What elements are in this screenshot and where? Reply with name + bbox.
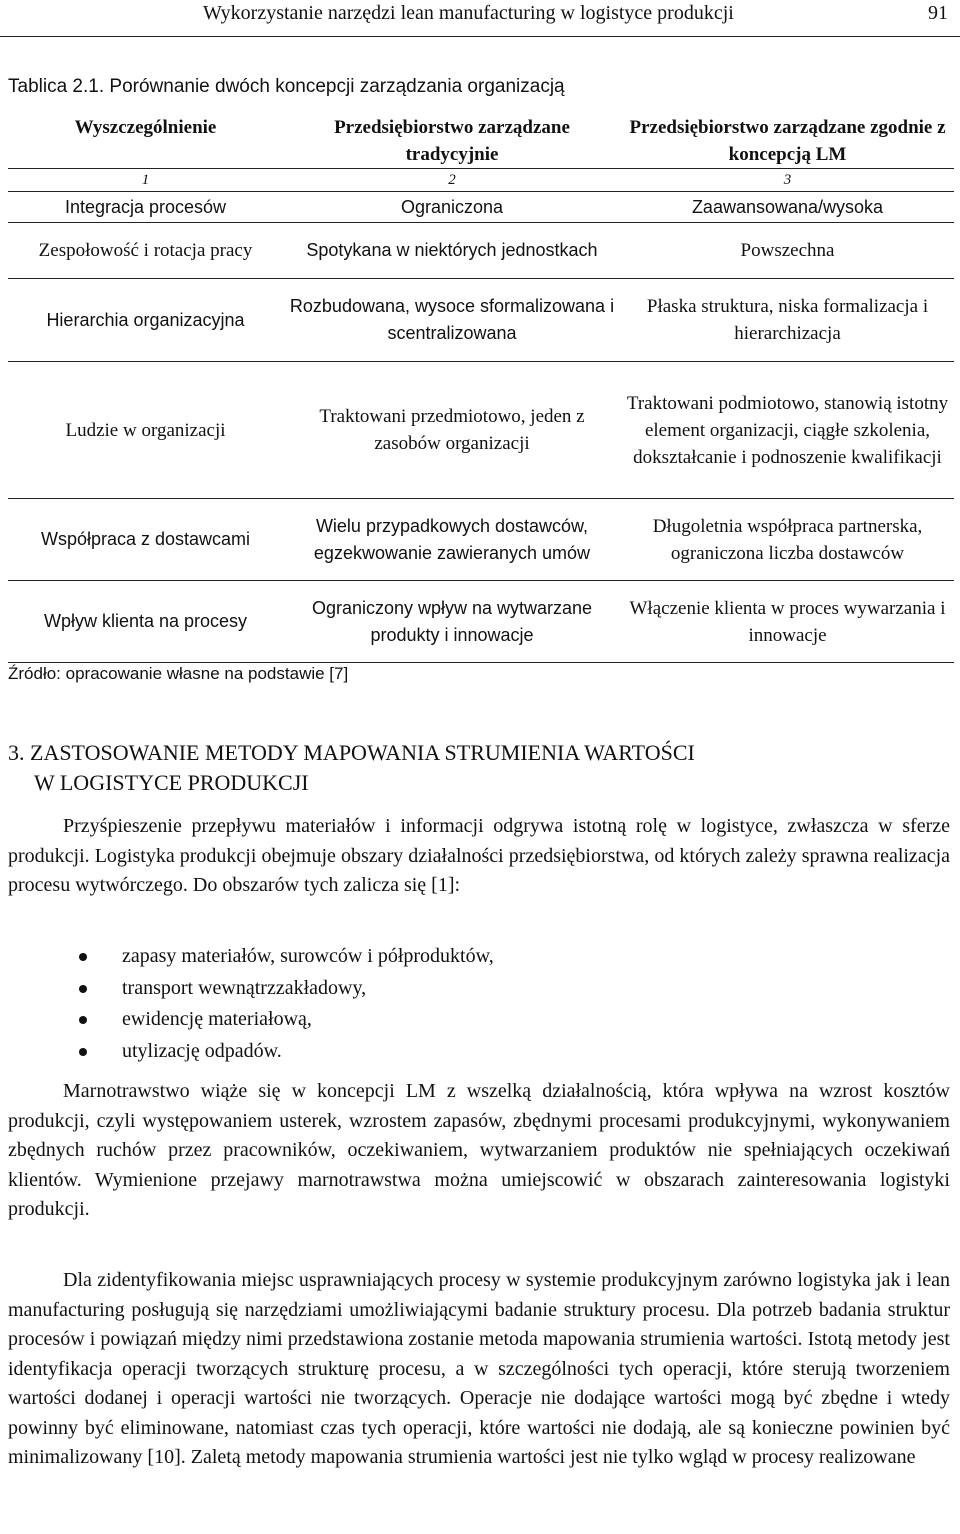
table-cell: Płaska struktura, niska formalizacja i hierarchizacja [621, 279, 954, 362]
table-cell: Włączenie klienta w proces wywarzania i innowacje [621, 581, 954, 663]
bullet-icon [79, 1016, 87, 1024]
table-cell: Spotykana w niektórych jednostkach [283, 223, 621, 279]
table-cell: Ludzie w organizacji [8, 362, 283, 499]
table-caption: Tablica 2.1. Porównanie dwóch koncepcji zarządzania organizacją [8, 76, 565, 97]
table-cell: Zespołowość i rotacja pracy [8, 223, 283, 279]
table-row [8, 499, 954, 581]
list-item [70, 1036, 494, 1068]
section-heading [8, 738, 948, 798]
table-cell: Traktowani przedmiotowo, jeden z zasobów organizacji [283, 362, 621, 499]
header-cell: Przedsiębiorstwo zarządzane tradycyjnie [283, 114, 621, 169]
list-item-text: ewidencję materiałową, [122, 1008, 312, 1030]
body-paragraph: Dla zidentyfikowania miejsc usprawniających procesy w systemie produkcyjnym zarówno logistyka jak i lean manufacturing posługują się narzędziami umożliwiającymi badanie struktury procesu. Dla potrzeb badania struktur procesów i powiązań między nimi przedstawiona zostanie metoda mapowania strumienia wartości. Istotą metody jest identyfikacja operacji tworzących strukturę procesu, a w szczególności tych operacji, które sterują tworzeniem wartości dodanej i operacji wartości nie tworzących. Operacje nie dodające wartości mogą być zbędne i wtedy powinny być eliminowane, natomiast czas tych operacji, które wartości nie dodają, ale są konieczne powinien być minimalizowany [10]. Zaletą metody mapowania strumienia wartości jest nie tylko wgląd w procesy realizowane [8, 1269, 950, 1468]
bullet-list [70, 941, 494, 1067]
table-cell: Wpływ klienta na procesy [8, 581, 283, 663]
section-heading-line: W LOGISTYCE PRODUKCJI [34, 770, 309, 795]
column-number: 2 [283, 169, 621, 192]
list-item [70, 1004, 494, 1036]
list-item [70, 973, 494, 1005]
table-row [8, 362, 954, 499]
table-row [8, 581, 954, 663]
table-cell: Powszechna [621, 223, 954, 279]
bullet-icon [79, 1048, 87, 1056]
table-cell: Hierarchia organizacyjna [8, 279, 283, 362]
column-number: 3 [621, 169, 954, 192]
table-header-row [8, 114, 954, 169]
body-paragraph: Marnotrawstwo wiąże się w koncepcji LM z wszelką działalnością, która wpływa na wzrost kosztów produkcji, czyli występowaniem usterek, wzrostem zapasów, zbędnymi procesami produkcyjnymi, wykonywaniem zbędnych ruchów przez pracowników, oczekiwaniem, wytwarzaniem produktów nie spełniających oczekiwań klientów. Wymienione przejawy marnotrawstwa można umiejscowić w obszarach zainteresowania logistyki produkcji. [8, 1080, 950, 1220]
page-number: 91 [928, 2, 948, 24]
table-cell: Długoletnia współpraca partnerska, ograniczona liczba dostawców [621, 499, 954, 581]
bullet-icon [79, 953, 87, 961]
table-row [8, 223, 954, 279]
list-item-text: zapasy materiałów, surowców i półproduktów, [122, 945, 494, 967]
column-number-row [8, 169, 954, 192]
list-item-text: transport wewnątrzzakładowy, [122, 976, 367, 999]
table-cell: Ograniczony wpływ na wytwarzane produkty i innowacje [283, 581, 621, 663]
table-row [8, 192, 954, 223]
header-divider [0, 36, 960, 37]
running-header [0, 0, 960, 36]
column-number: 1 [8, 169, 283, 192]
table-cell: Wielu przypadkowych dostawców, egzekwowanie zawieranych umów [283, 499, 621, 581]
comparison-table [8, 114, 954, 663]
table-row [8, 279, 954, 362]
table-cell: Współpraca z dostawcami [8, 499, 283, 581]
table-cell: Rozbudowana, wysoce sformalizowana i scentralizowana [283, 279, 621, 362]
table-cell: Zaawansowana/wysoka [621, 192, 954, 223]
table-source-note: Źródło: opracowanie własne na podstawie [7] [8, 664, 349, 683]
bullet-icon [79, 985, 87, 993]
list-item [70, 941, 494, 973]
header-cell: Wyszczególnienie [8, 114, 283, 169]
body-paragraph: Przyśpieszenie przepływu materiałów i informacji odgrywa istotną rolę w logistyce, zwłaszcza w sferze produkcji. Logistyka produkcji obejmuje obszary działalności przedsiębiorstwa, od których zależy sprawna realizacja procesu wytwórczego. Do obszarów tych zalicza się [1]: [8, 815, 950, 896]
running-title: Wykorzystanie narzędzi lean manufacturing w logistyce produkcji [203, 2, 734, 24]
list-item-text: utylizację odpadów. [122, 1039, 282, 1062]
table-cell: Integracja procesów [8, 192, 283, 223]
section-heading-line: 3. ZASTOSOWANIE METODY MAPOWANIA STRUMIENIA WARTOŚCI [8, 740, 695, 765]
table-cell: Traktowani podmiotowo, stanowią istotny element organizacji, ciągłe szkolenia, dokształcanie i podnoszenie kwalifikacji [621, 362, 954, 499]
header-cell: Przedsiębiorstwo zarządzane zgodnie z koncepcją LM [621, 114, 954, 169]
table-cell: Ograniczona [283, 192, 621, 223]
